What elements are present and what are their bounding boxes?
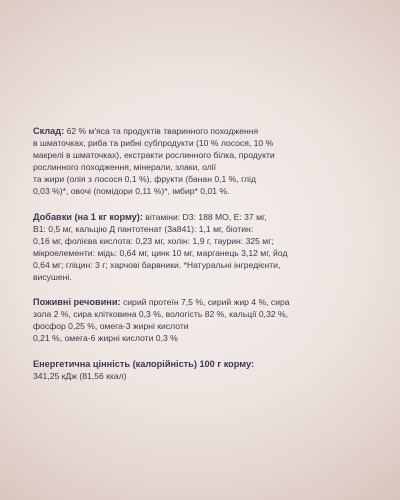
nutrients-line: 0,21 %, омега-6 жирні кислоти 0,3 %: [33, 333, 178, 344]
nutrients-line: фосфор 0,25 %, омега-3 жирні кислоти: [33, 321, 189, 332]
composition-line: рослинного походження, мінерали, злаки, олії: [33, 162, 217, 173]
energy-section: [33, 358, 378, 382]
composition-line: в шматочках, риба та рибні субпродукти (10 % лосося, 10 %: [33, 138, 274, 149]
additives-line: 0,64 мг; гліцин: 3 г; харчові барвники. *Натуральні інгредієнти,: [33, 259, 281, 270]
nutrients-line: зола 2 %, сира клітковина 0,3 %, вологість 82 %, кальції 0,32 %,: [33, 309, 289, 320]
additives-line: мікроелементи: мідь: 0,64 мг, цинк 10 мг, марганець 3,12 мг, йод: [33, 247, 288, 258]
composition-line: макрелі в шматочках), екстракти рослинного білка, продукти: [33, 150, 275, 161]
nutrients-section: [33, 296, 378, 344]
composition-line: та жири (олія з лосося 0,1 %), фрукти (банан 0,1 %, глід: [33, 174, 256, 185]
additives-text: вітаміни: D3: 188 МО, Е: 37 мг,: [142, 211, 267, 222]
composition-section: [33, 125, 378, 198]
composition-line: 0,03 %)*, овочі (помідори 0,11 %)*, імбир* 0,01 %.: [33, 186, 230, 197]
additives-line: 0,16 мг, фолієва кислота: 0,23 мг, холін: 1,9 г, таурин: 325 мг;: [33, 235, 274, 246]
additives-line: висушені.: [33, 272, 72, 283]
additives-line: [33, 211, 378, 223]
composition-heading: Склад:: [33, 126, 65, 136]
nutrition-label-text: [33, 125, 378, 382]
nutrients-heading: Поживні речовини:: [33, 297, 121, 308]
nutrients-text: сирий протеїн 7,5 %, сирий жир 4 %, сира: [120, 297, 290, 308]
energy-heading: Енергетична цінність (калорійність) 100 г корму:: [33, 358, 255, 369]
composition-line: [33, 125, 378, 137]
additives-line: В1: 0,5 мг, кальцію Д пантотенат (3а841): 1,1 мг, біотин:: [33, 223, 254, 234]
composition-text: 62 % м'яса та продуктів тваринного походження: [64, 126, 259, 136]
additives-section: [33, 211, 378, 284]
energy-value: 341,25 кДж (81,56 ккал): [33, 370, 127, 381]
nutrients-line: [33, 296, 378, 308]
additives-heading: Добавки (на 1 кг корму):: [33, 211, 143, 222]
